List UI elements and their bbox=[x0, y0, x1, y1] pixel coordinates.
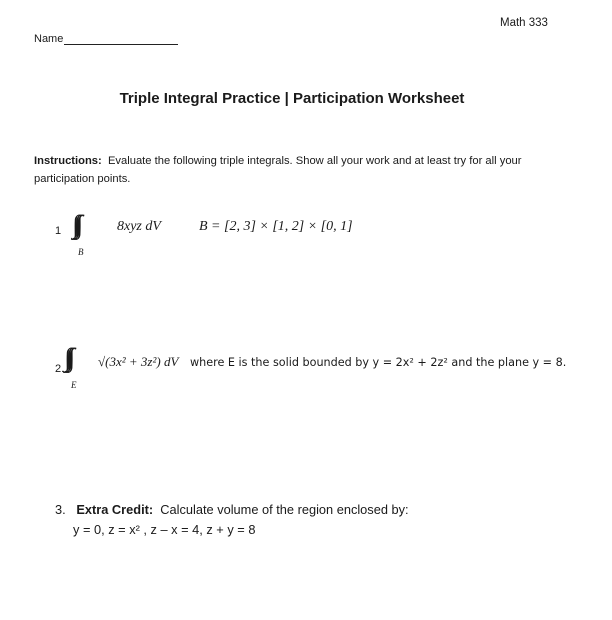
instructions-text: Evaluate the following triple integrals. Show all your work and at least try for all your participation points. bbox=[34, 155, 522, 185]
problem-3-equations: y = 0, z = x² , z – x = 4, z + y = 8 bbox=[73, 522, 256, 537]
course-label: Math 333 bbox=[500, 17, 548, 29]
problem-3 bbox=[55, 500, 409, 540]
problem-2-integrand: √(3x² + 3z²) dV bbox=[98, 354, 179, 369]
instructions-label: Instructions: bbox=[34, 155, 102, 167]
problem-2-region: E bbox=[71, 380, 77, 390]
name-label: Name bbox=[34, 33, 64, 45]
problem-1-number: 1 bbox=[55, 225, 62, 237]
problem-1-region: B bbox=[78, 247, 84, 257]
problem-2-number: 2. bbox=[55, 363, 65, 375]
problem-3-number: 3. bbox=[55, 502, 66, 517]
problem-1-domain: B = [2, 3] × [1, 2] × [0, 1] bbox=[199, 219, 353, 234]
instructions bbox=[34, 152, 554, 188]
problem-2-description: where E is the solid bounded by y = 2x² + 2z² and the plane y = 8. bbox=[190, 356, 567, 369]
problem-1-integrand: 8xyz dV bbox=[117, 219, 161, 234]
problem-3-text: Calculate volume of the region enclosed by: bbox=[160, 502, 409, 517]
name-blank-line bbox=[64, 44, 178, 45]
problem-3-label: Extra Credit: bbox=[76, 502, 154, 517]
worksheet-title: Triple Integral Practice | Participation Worksheet bbox=[119, 90, 465, 107]
